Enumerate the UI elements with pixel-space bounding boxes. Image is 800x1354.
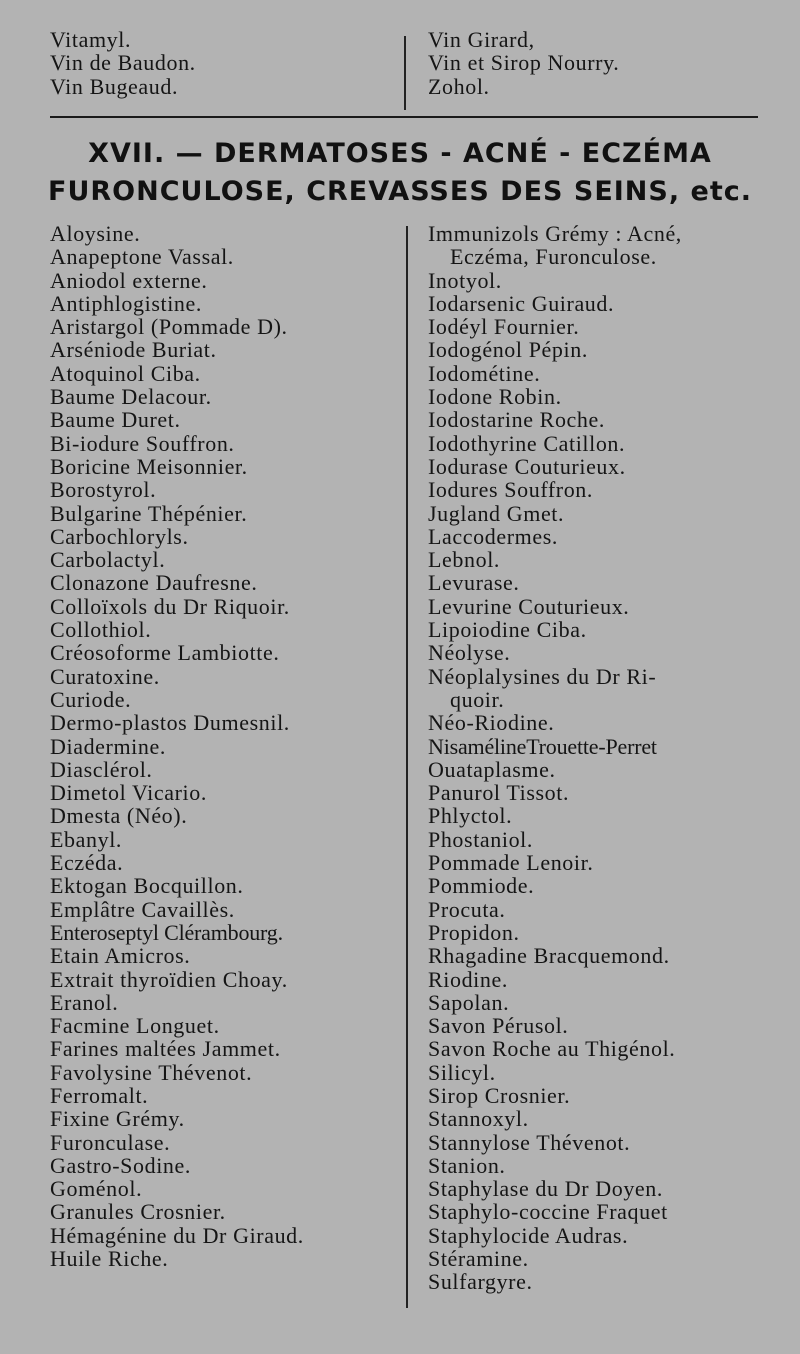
list-item: Vitamyl.	[50, 27, 132, 52]
section-heading-line-1: XVII. — DERMATOSES - ACNÉ - ECZÉMA	[88, 138, 712, 169]
list-item: Vin Girard,	[428, 27, 535, 52]
list-item: Aloysine.	[50, 221, 141, 246]
list-item: Iodothyrine Catillon.	[428, 430, 626, 456]
list-item: Ferromalt.	[50, 1082, 149, 1108]
column-divider	[406, 226, 408, 1308]
list-item: Levurine Couturieux.	[428, 593, 630, 619]
list-item: Inotyol.	[428, 267, 502, 293]
list-item: Créosoforme Lambiotte.	[50, 640, 280, 666]
list-item: Lebnol.	[428, 547, 501, 573]
list-item: Boricine Meisonnier.	[50, 453, 248, 479]
list-item: Savon Roche au Thigénol.	[428, 1036, 676, 1062]
list-item: Vin et Sirop Nourry.	[428, 50, 620, 76]
list-item: Iodurase Couturieux.	[428, 453, 626, 479]
list-item: Stanion.	[428, 1152, 506, 1178]
previous-right-list	[428, 28, 619, 98]
list-item: Sulfargyre.	[428, 1269, 533, 1295]
list-item: Phostaniol.	[428, 826, 533, 852]
list-item: Riodine.	[428, 966, 508, 992]
list-item: Colloïxols du Dr Riquoir.	[50, 593, 290, 619]
list-item: Eczéma, Furonculose.	[450, 244, 657, 270]
list-item: Iodarsenic Guiraud.	[428, 290, 615, 316]
list-item: Curatoxine.	[50, 663, 160, 689]
list-item: Staphylocide Audras.	[428, 1222, 629, 1248]
list-item: Anapeptone Vassal.	[50, 244, 234, 270]
right-product-list	[428, 222, 682, 1294]
list-item: Néo-Riodine.	[428, 710, 555, 736]
list-item: Néoplalysines du Dr Ri-	[428, 663, 657, 689]
list-item: Iodostarine Roche.	[428, 407, 605, 433]
list-item: Aristargol (Pommade D).	[50, 314, 288, 340]
list-item: quoir.	[450, 686, 505, 712]
list-item: Savon Pérusol.	[428, 1013, 569, 1039]
list-item: Dmesta (Néo).	[50, 803, 188, 829]
list-item: Néolyse.	[428, 640, 511, 666]
list-item: Aniodol externe.	[50, 267, 208, 293]
list-item: Carbolactyl.	[50, 547, 166, 573]
list-item: Sapolan.	[428, 989, 510, 1015]
list-item: Dermo-plastos Dumesnil.	[50, 710, 290, 736]
list-item: Iodéyl Fournier.	[428, 314, 580, 340]
list-item: Dimetol Vicario.	[50, 780, 207, 806]
list-item: Lipoiodine Ciba.	[428, 617, 587, 643]
list-item: Etain Amicros.	[50, 943, 191, 969]
list-item: Granules Crosnier.	[50, 1199, 226, 1225]
list-item: Eczéda.	[50, 850, 124, 876]
list-item: Rhagadine Bracquemond.	[428, 943, 670, 969]
list-item: Staphylo-coccine Fraquet	[428, 1199, 668, 1225]
list-item: Silicyl.	[428, 1059, 496, 1085]
list-item: Staphylase du Dr Doyen.	[428, 1176, 663, 1202]
list-item: Bulgarine Thépénier.	[50, 500, 248, 526]
list-item: Sirop Crosnier.	[428, 1082, 571, 1108]
list-item: Curiode.	[50, 686, 132, 712]
list-item: Arséniode Buriat.	[50, 337, 217, 363]
column-divider	[404, 36, 406, 110]
list-item: Eranol.	[50, 989, 119, 1015]
list-item: Iodométine.	[428, 360, 541, 386]
list-item: Propidon.	[428, 919, 520, 945]
list-item: Iodures Souffron.	[428, 477, 593, 503]
list-item: Bi-iodure Souffron.	[50, 430, 235, 456]
list-item: Iodogénol Pépin.	[428, 337, 588, 363]
list-item: Baume Delacour.	[50, 384, 212, 410]
list-item: Goménol.	[50, 1176, 143, 1202]
list-item: Diasclérol.	[50, 756, 153, 782]
list-item: Pommiode.	[428, 873, 535, 899]
list-item: Borostyrol.	[50, 477, 157, 503]
list-item: Stannoxyl.	[428, 1106, 529, 1132]
list-item: Zohol.	[428, 73, 490, 99]
list-item: Pommade Lenoir.	[428, 850, 594, 876]
list-item: Iodone Robin.	[428, 384, 562, 410]
list-item: Antiphlogistine.	[50, 290, 202, 316]
list-item: Clonazone Daufresne.	[50, 570, 258, 596]
list-item: Vin de Baudon.	[50, 50, 196, 76]
list-item: Panurol Tissot.	[428, 780, 570, 806]
left-product-list	[50, 222, 304, 1270]
list-item: Hémagénine du Dr Giraud.	[50, 1222, 304, 1248]
list-item: Collothiol.	[50, 617, 152, 643]
section-heading-line-2: FURONCULOSE, CREVASSES DES SEINS, etc.	[48, 176, 752, 207]
list-item: Furonculase.	[50, 1129, 171, 1155]
list-item: Huile Riche.	[50, 1246, 169, 1272]
list-item: Emplâtre Cavaillès.	[50, 896, 235, 922]
list-item: Ektogan Bocquillon.	[50, 873, 244, 899]
list-item: Diadermine.	[50, 733, 166, 759]
list-item: Carbochloryls.	[50, 523, 189, 549]
section-rule	[50, 116, 758, 118]
list-item: Laccodermes.	[428, 523, 558, 549]
list-item: Favolysine Thévenot.	[50, 1059, 253, 1085]
list-item: Ouataplasme.	[428, 756, 556, 782]
list-item: Ebanyl.	[50, 826, 123, 852]
list-item: Farines maltées Jammet.	[50, 1036, 281, 1062]
list-item: Vin Bugeaud.	[50, 73, 179, 99]
list-item: NisamélineTrouette-Perret	[428, 733, 657, 759]
list-item: Extrait thyroïdien Choay.	[50, 966, 288, 992]
list-item: Fixine Grémy.	[50, 1106, 185, 1132]
list-item: Immunizols Grémy : Acné,	[428, 221, 682, 246]
list-item: Jugland Gmet.	[428, 500, 565, 526]
list-item: Facmine Longuet.	[50, 1013, 220, 1039]
list-item: Gastro-Sodine.	[50, 1152, 191, 1178]
list-item: Procuta.	[428, 896, 506, 922]
list-item: Atoquinol Ciba.	[50, 360, 201, 386]
previous-section-tail	[0, 24, 800, 104]
list-item: Levurase.	[428, 570, 520, 596]
list-item: Enteroseptyl Clérambourg.	[50, 919, 283, 945]
list-item: Baume Duret.	[50, 407, 181, 433]
list-item: Stannylose Thévenot.	[428, 1129, 631, 1155]
list-item: Stéramine.	[428, 1246, 529, 1272]
list-item: Phlyctol.	[428, 803, 513, 829]
previous-left-list	[50, 28, 196, 98]
